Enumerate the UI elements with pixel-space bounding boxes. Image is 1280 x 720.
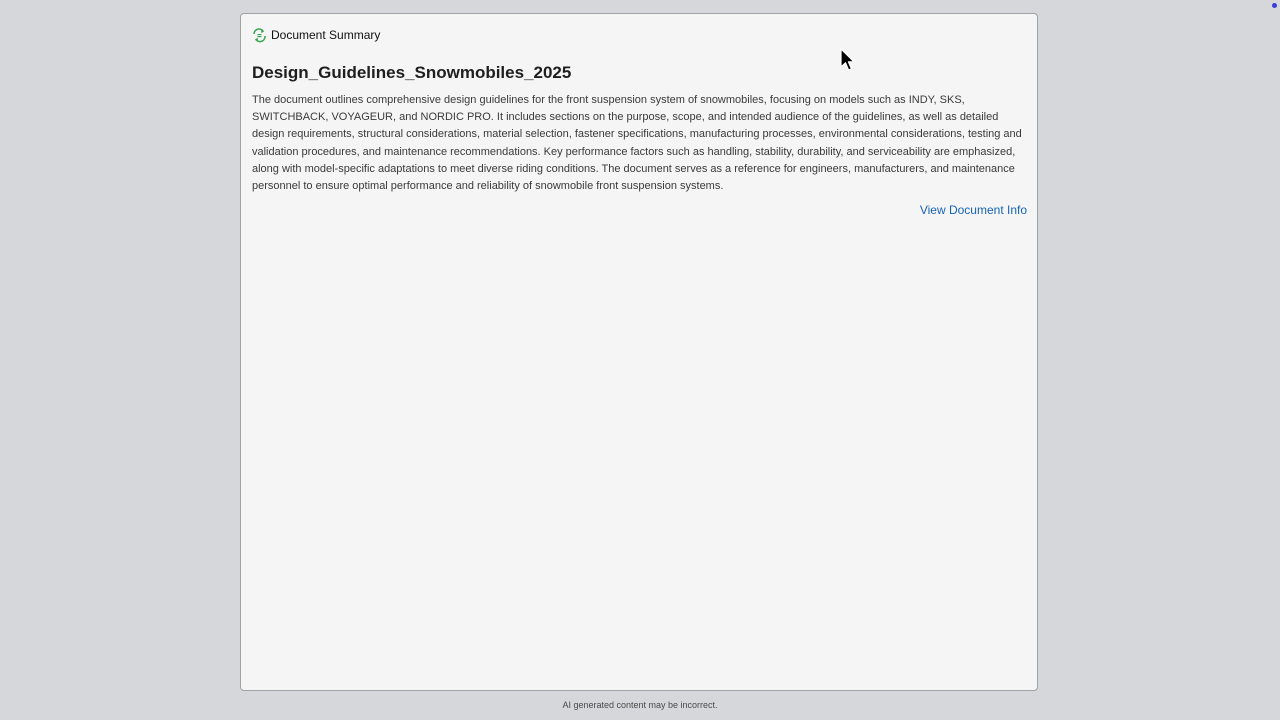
view-document-info-link[interactable]: View Document Info	[919, 203, 1027, 217]
status-dot	[1272, 3, 1277, 8]
ai-disclaimer: AI generated content may be incorrect.	[562, 700, 718, 710]
document-summary-text: The document outlines comprehensive design guidelines for the front suspension system of snowmobiles, focusing on models such as INDY, SKS, SWITCHBACK, VOYAGEUR, and NORDIC PRO. It includes sections on the purpose, scope, and intended audience of the guidelines, as well as detailed design requirements, structural considerations, material selection, fastener specifications, manufacturing processes, environmental considerations, testing and validation procedures, and maintenance recommendations. Key performance factors such as handling, stability, durability, and serviceability are emphasized, along with model-specific adaptations to meet diverse riding conditions. The document serves as a reference for engineers, manufacturers, and maintenance personnel to ensure optimal performance and reliability of snowmobile front suspension systems.	[252, 94, 1022, 193]
mouse-cursor-icon	[840, 48, 856, 74]
summary-refresh-icon	[252, 28, 267, 43]
document-title: Design_Guidelines_Snowmobiles_2025	[252, 63, 572, 82]
document-summary-panel	[240, 13, 1038, 691]
panel-header	[252, 25, 380, 45]
panel-title: Document Summary	[271, 28, 381, 42]
